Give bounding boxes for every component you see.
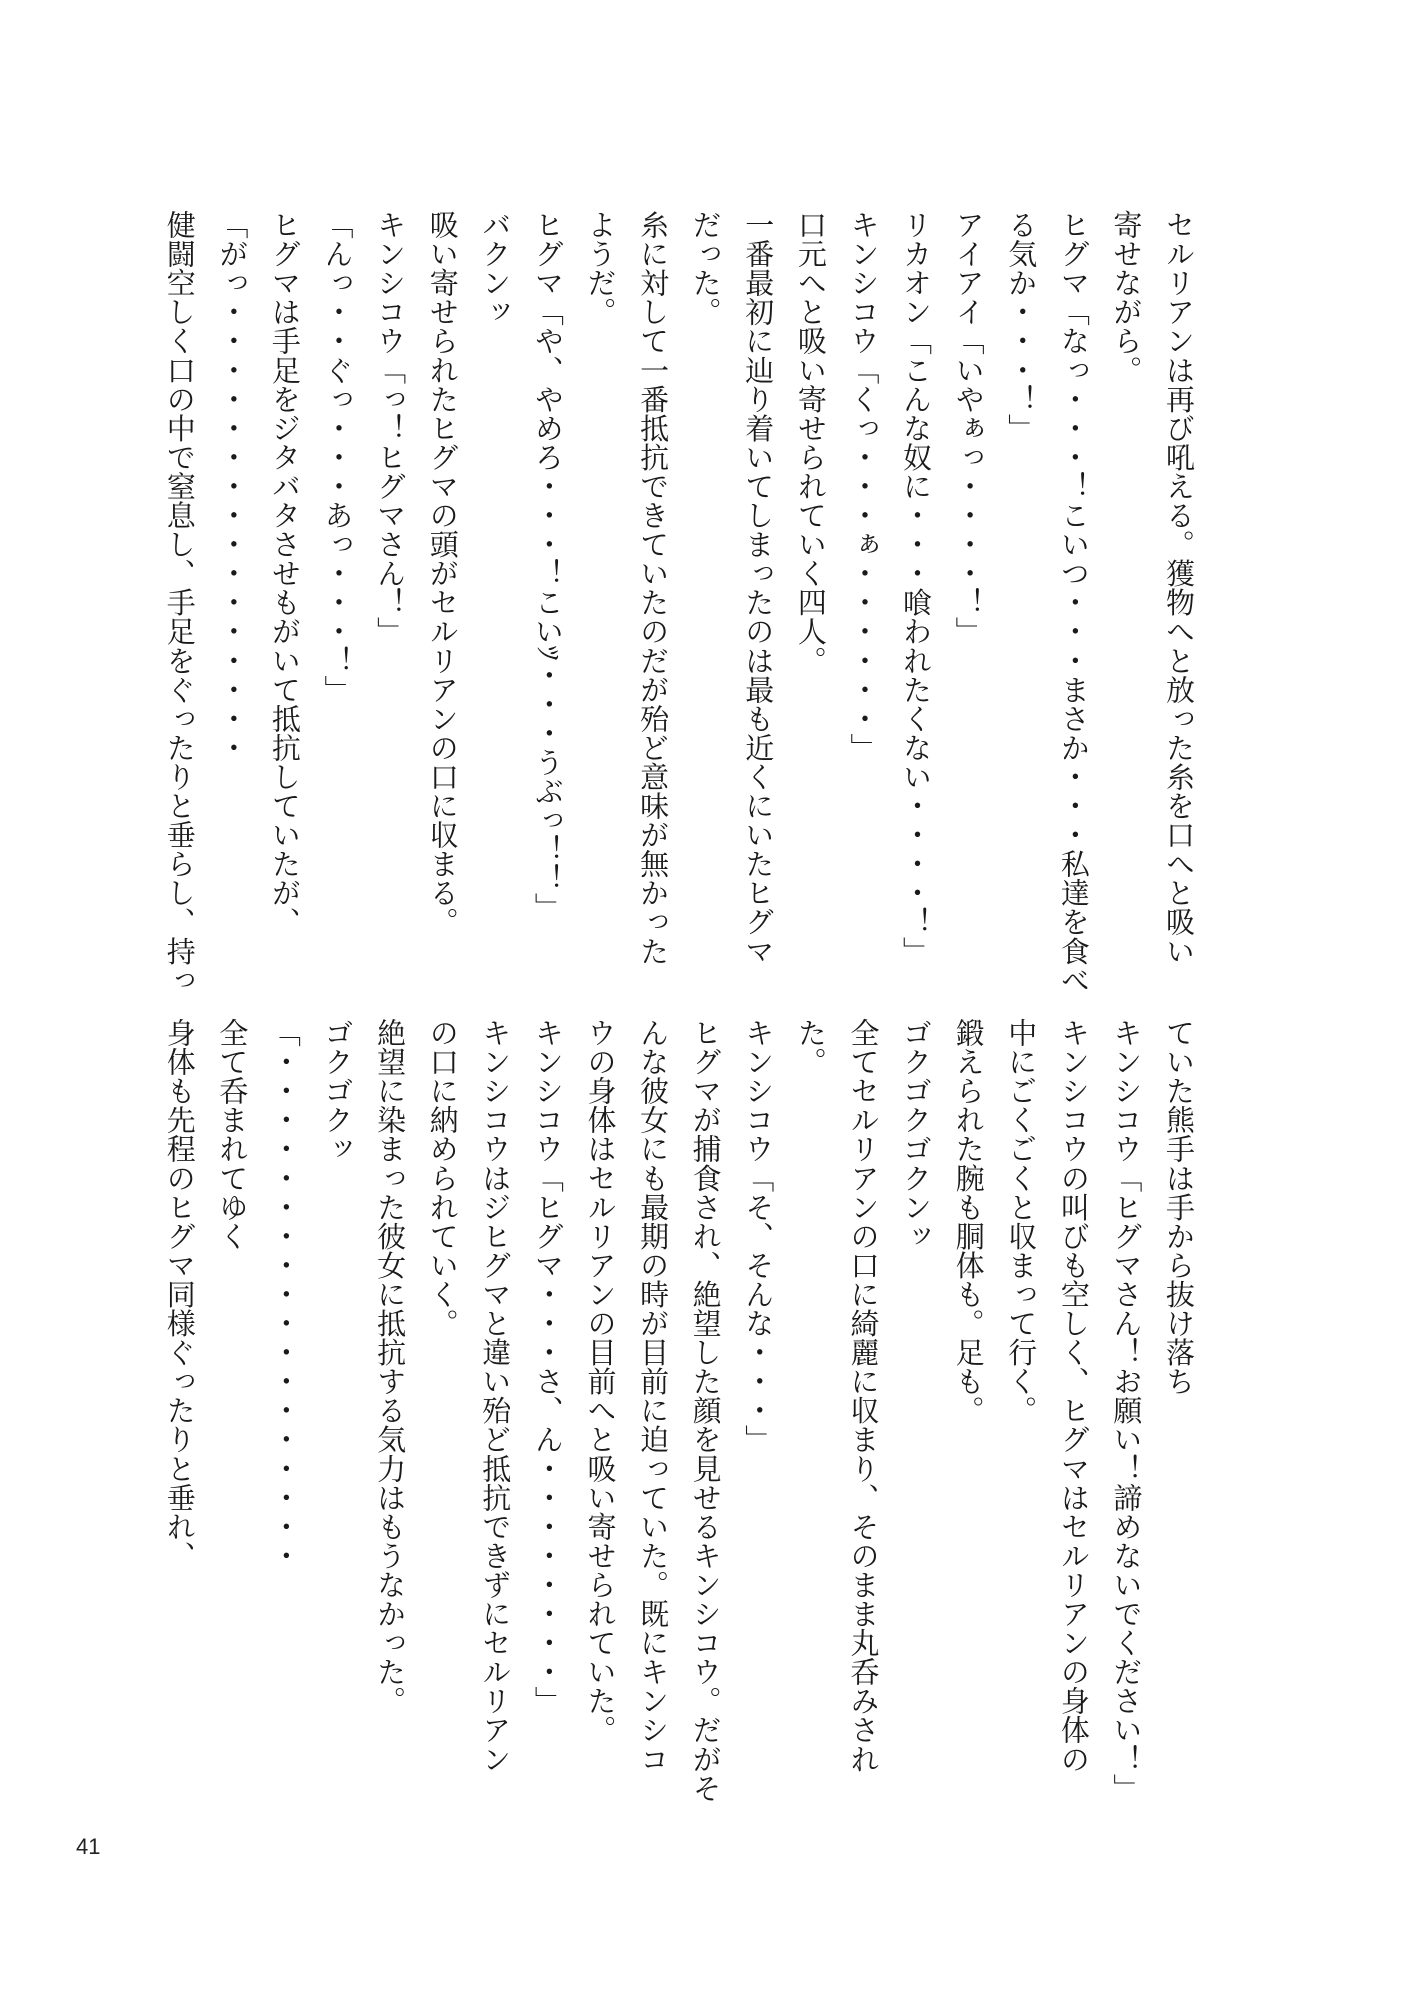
text-line: キンシコウの叫びも空しく、ヒグマはセルリアンの身体の [1056,1018,1091,1774]
text-line: た。 [793,1018,828,1077]
text-line: リカオン「こんな奴に・・・喰われたくない・・・・！」 [899,210,934,966]
text-line: ていた熊手は手から抜け落ち [1162,1018,1196,1396]
text-line: ヒグマ「や、やめろ・・・！こいﾂ・・・うぶっ！！」 [530,210,565,922]
text-line: 全て呑まれてゆく [215,1018,250,1251]
text-line: キンシコウ「ヒグマさん！お願い！諦めないでください！」 [1109,1018,1144,1803]
text-line: 一番最初に辿り着いてしまったのは最も近くにいたヒグマ [741,210,776,966]
text-line: 中にごくごくと収まって行く。 [1004,1018,1039,1425]
text-line: キンシコウ「ヒグマ・・・さ、ん・・・・・・・・」 [530,1018,565,1716]
text-line: んな彼女にも最期の時が目前に迫っていた。既にキンシコ [636,1018,671,1774]
text-line: る気か・・・！」 [1004,210,1039,443]
text-line: 絶望に染まった彼女に抵抗する気力はもうなかった。 [373,1018,408,1716]
text-line: 吸い寄せられたヒグマの頭がセルリアンの口に収まる。 [425,210,460,937]
text-line: 糸に対して一番抵抗できていたのだが殆ど意味が無かった [636,210,671,966]
text-line: ウの身体はセルリアンの目前へと吸い寄せられていた。 [583,1018,618,1745]
text-line: キンシコウ「くっ・・・ぁ・・・・・・」 [846,210,881,762]
text-line: アイアイ「いやぁっ・・・・！」 [951,210,986,646]
text-line: ヒグマは手足をジタバタさせもがいて抵抗していたが、 [267,210,302,937]
text-block-top [162,210,1205,995]
text-line: ヒグマ「なっ・・・！こいつ・・・まさか・・・私達を食べ [1056,210,1091,995]
text-line: 全てセルリアンの口に綺麗に収まり、そのまま丸呑みされ [846,1018,881,1774]
text-line: 身体も先程のヒグマ同様ぐったりと垂れ、 [162,1018,197,1570]
text-line: 鍛えられた腕も胴体も。足も。 [951,1018,986,1425]
text-line: の口に納められていく。 [425,1018,460,1338]
text-line: セルリアンは再び吼える。獲物へと放った糸を口へと吸い [1162,210,1196,966]
text-block-bottom [162,1018,1205,1803]
text-line: 寄せながら。 [1109,210,1144,385]
text-line: ようだ。 [583,210,618,327]
text-line: 「がっ・・・・・・・・・・・・・・・・ [215,210,250,762]
text-line: バクンッ [478,210,513,327]
text-line: キンシコウ「っ！ヒグマさん！」 [373,210,408,646]
text-line: ヒグマが捕食され、絶望した顔を見せるキンシコウ。だがそ [688,1018,723,1803]
text-line: キンシコウ「そ、そんな・・・」 [741,1018,776,1454]
text-line: ゴクゴクゴクンッ [899,1018,934,1251]
text-line: だった。 [688,210,723,327]
text-line: 「んっ・・ぐっ・・・あっ・・・！」 [320,210,355,704]
text-line: 口元へと吸い寄せられていく四人。 [793,210,828,675]
page-number: 41 [76,1834,101,1859]
text-line: 「・・・・・・・・・・・・・・・・・・ [267,1018,302,1570]
text-line: ゴクゴクッ [320,1018,355,1164]
text-line: 健闘空しく口の中で窒息し、手足をぐったりと垂らし、持っ [162,210,197,995]
text-line: キンシコウはジヒグマと違い殆ど抵抗できずにセルリアン [478,1018,513,1774]
